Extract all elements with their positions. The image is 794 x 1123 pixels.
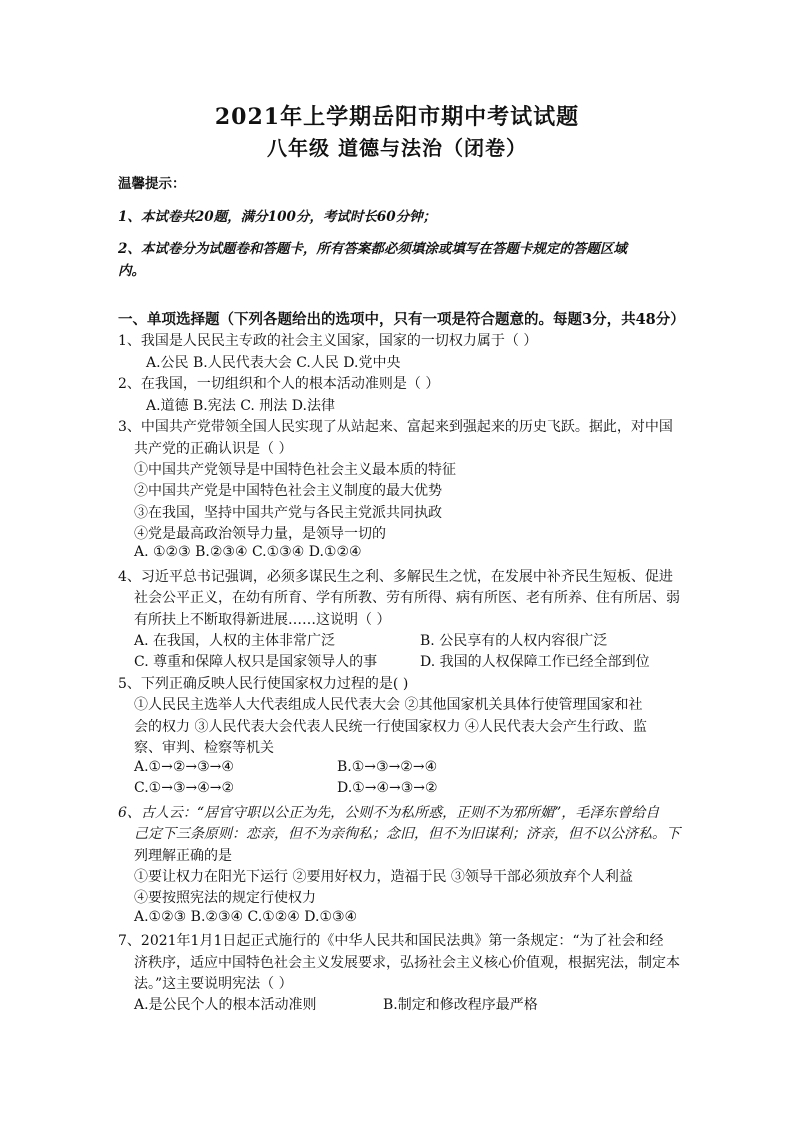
q1-options: A.公民 B.人民代表大会 C.人民 D.党中央	[146, 355, 401, 371]
q6-statement-line-2: ④要按照宪法的规定行使权力	[134, 890, 316, 906]
q4-stem-line-3: 有所扶上不断取得新进展……这说明（ ）	[134, 612, 391, 628]
q6-statement-line-1: ①要让权力在阳光下运行 ②要用好权力，造福于民 ③领导干部必须放弃个人利益	[134, 869, 633, 885]
q3-statement-1: ①中国共产党领导是中国特色社会主义最本质的特征	[134, 462, 456, 478]
q2-options: A.道德 B.宪法 C. 刑法 D.法律	[146, 398, 335, 414]
section-heading: 一、单项选择题（下列各题给出的选项中，只有一项是符合题意的。每题3分，共48分）	[118, 311, 685, 328]
q5-statement-line-3: 察、审判、检察等机关	[134, 740, 274, 756]
q6-stem-line-2: 己定下三条原则：恋亲，但不为亲徇私；念旧，但不为旧谋利；济亲，但不以公济私。下	[134, 826, 680, 842]
q4-stem-line-1: 4、习近平总书记强调，必须多谋民生之利、多解民生之忧，在发展中补齐民生短板、促进	[118, 569, 673, 585]
q5-option-b: B.①→③→②→④	[337, 759, 438, 775]
q5-option-a: A.①→②→③→④	[134, 759, 234, 775]
q4-option-d: D. 我国的人权保障工作已经全部到位	[420, 654, 650, 670]
tips-heading: 温馨提示：	[118, 176, 186, 192]
q4-option-b: B. 公民享有的人权内容很广泛	[420, 633, 608, 649]
q3-statement-3: ③在我国，坚持中国共产党与各民主党派共同执政	[134, 505, 442, 521]
q3-statement-4: ④党是最高政治领导力量，是领导一切的	[134, 526, 386, 542]
q5-stem: 5、下列正确反映人民行使国家权力过程的是( )	[118, 676, 409, 692]
q3-statement-2: ②中国共产党是中国特色社会主义制度的最大优势	[134, 483, 442, 499]
q7-option-a: A.是公民个人的根本活动准则	[134, 997, 317, 1013]
q7-stem-line-1: 7、2021年1月1日起正式施行的《中华人民共和国民法典》第一条规定：“为了社会和经	[118, 933, 664, 949]
q3-options: A. ①②③ B.②③④ C.①③④ D.①②④	[134, 544, 362, 560]
q6-stem-line-1: 6、古人云：“居官守职以公正为先，公则不为私所惑，正则不为邪所媚”，毛泽东曾给自	[118, 805, 660, 821]
q4-option-c: C. 尊重和保障人权只是国家领导人的事	[134, 654, 378, 670]
q4-option-a: A. 在我国，人权的主体非常广泛	[134, 633, 336, 649]
tip-item-2-line-2: 内。	[118, 263, 145, 279]
q3-stem-line-1: 3、中国共产党带领全国人民实现了从站起来、富起来到强起来的历史飞跃。据此，对中国	[118, 419, 673, 435]
q1-stem: 1、我国是人民民主专政的社会主义国家，国家的一切权力属于（ ）	[118, 333, 538, 349]
q5-statement-line-2: 会的权力 ③人民代表大会代表人民统一行使国家权力 ④人民代表大会产生行政、监	[134, 719, 647, 735]
q5-option-c: C.①→③→④→②	[134, 780, 235, 796]
q3-stem-line-2: 共产党的正确认识是（ ）	[134, 441, 293, 457]
q2-stem: 2、在我国，一切组织和个人的根本活动准则是（ ）	[118, 376, 440, 392]
exam-title: 2021年上学期岳阳市期中考试试题	[214, 104, 580, 130]
q4-stem-line-2: 社会公平正义，在幼有所育、学有所教、劳有所得、病有所医、老有所养、住有所居、弱	[134, 590, 680, 606]
q5-statement-line-1: ①人民民主选举人大代表组成人民代表大会 ②其他国家机关具体行使管理国家和社	[134, 697, 643, 713]
q6-options: A.①②③ B.②③④ C.①②④ D.①③④	[134, 909, 358, 925]
tip-item-2-line-1: 2、本试卷分为试题卷和答题卡，所有答案都必须填涂或填写在答题卡规定的答题区域	[118, 241, 627, 257]
q6-stem-line-3: 列理解正确的是	[134, 848, 232, 864]
tip-item-1: 1、本试卷共20题，满分100分，考试时长60分钟；	[118, 209, 437, 225]
q7-option-b: B.制定和修改程序最严格	[383, 997, 538, 1013]
q7-stem-line-2: 济秩序，适应中国特色社会主义发展要求，弘扬社会主义核心价值观，根据宪法，制定本	[134, 955, 680, 971]
exam-subtitle: 八年级 道德与法治（闭卷）	[267, 136, 527, 160]
q5-option-d: D.①→④→③→②	[337, 780, 438, 796]
q7-stem-line-3: 法。”这主要说明宪法（ ）	[134, 976, 293, 992]
